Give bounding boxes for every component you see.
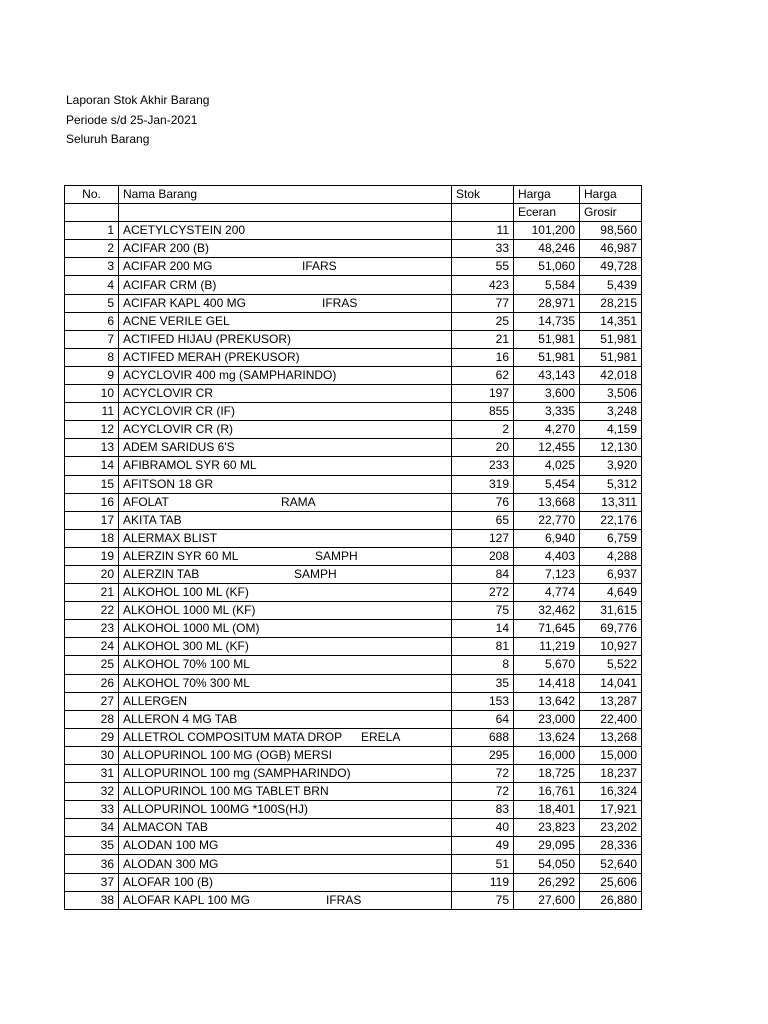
table-row — [65, 837, 642, 855]
row-nama — [119, 439, 452, 457]
row-nama-text: ALOFAR KAPL 100 MG — [123, 892, 250, 907]
row-nama — [119, 475, 452, 493]
table-row — [65, 240, 642, 258]
row-no: 12 — [65, 421, 119, 439]
row-harga-eceran: 101,200 — [514, 222, 580, 240]
row-nama-text: ACYCLOVIR CR (IF) — [123, 404, 236, 419]
row-no: 5 — [65, 294, 119, 312]
row-harga-grosir: 5,312 — [580, 475, 642, 493]
row-stok: 75 — [452, 602, 514, 620]
row-no: 20 — [65, 565, 119, 583]
row-stok: 25 — [452, 312, 514, 330]
row-harga-grosir: 22,176 — [580, 511, 642, 529]
table-row — [65, 529, 642, 547]
row-nama-text: ALLOPURINOL 100 MG TABLET BRN — [123, 784, 329, 799]
row-no: 3 — [65, 258, 119, 276]
table-row — [65, 493, 642, 511]
row-harga-grosir: 51,981 — [580, 330, 642, 348]
row-no: 30 — [65, 746, 119, 764]
row-no: 2 — [65, 240, 119, 258]
table-row — [65, 385, 642, 403]
row-nama — [119, 529, 452, 547]
row-nama-text: AKITA TAB — [123, 512, 182, 527]
row-stok: 208 — [452, 547, 514, 565]
row-stok: 688 — [452, 728, 514, 746]
row-harga-grosir: 17,921 — [580, 801, 642, 819]
table-row — [65, 276, 642, 294]
row-stok: 83 — [452, 801, 514, 819]
row-harga-eceran: 14,735 — [514, 312, 580, 330]
row-harga-eceran: 13,624 — [514, 728, 580, 746]
row-no: 27 — [65, 692, 119, 710]
table-row — [65, 746, 642, 764]
row-nama — [119, 385, 452, 403]
row-harga-eceran: 26,292 — [514, 873, 580, 891]
table-row — [65, 584, 642, 602]
row-nama-text: ACTIFED MERAH (PREKUSOR) — [123, 349, 300, 364]
row-no: 7 — [65, 330, 119, 348]
row-stok: 2 — [452, 421, 514, 439]
row-nama — [119, 584, 452, 602]
row-stok: 51 — [452, 855, 514, 873]
report-scope: Seluruh Barang — [66, 132, 150, 146]
table-row — [65, 873, 642, 891]
row-supplier: IFRAS — [322, 295, 358, 310]
row-nama-text: ALLERON 4 MG TAB — [123, 711, 238, 726]
row-harga-eceran: 3,600 — [514, 385, 580, 403]
header-stok: Stok — [452, 186, 514, 204]
row-harga-eceran: 16,000 — [514, 746, 580, 764]
row-harga-eceran: 51,981 — [514, 330, 580, 348]
row-no: 23 — [65, 620, 119, 638]
table-row — [65, 312, 642, 330]
row-nama-text: ADEM SARIDUS 6'S — [123, 440, 235, 455]
row-no: 14 — [65, 457, 119, 475]
row-harga-grosir: 51,981 — [580, 348, 642, 366]
header-eceran: Eceran — [514, 204, 580, 222]
row-nama-text: ALKOHOL 70% 100 ML — [123, 657, 250, 672]
row-harga-eceran: 6,940 — [514, 529, 580, 547]
row-stok: 16 — [452, 348, 514, 366]
row-harga-grosir: 14,041 — [580, 674, 642, 692]
row-no: 9 — [65, 366, 119, 384]
row-nama — [119, 819, 452, 837]
row-stok: 272 — [452, 584, 514, 602]
table-row — [65, 692, 642, 710]
row-harga-eceran: 5,670 — [514, 656, 580, 674]
row-harga-eceran: 4,774 — [514, 584, 580, 602]
table-row — [65, 330, 642, 348]
row-harga-grosir: 13,268 — [580, 728, 642, 746]
row-nama — [119, 891, 452, 909]
row-supplier: ERELA — [361, 729, 401, 744]
table-row — [65, 819, 642, 837]
table-row — [65, 728, 642, 746]
row-no: 38 — [65, 891, 119, 909]
row-harga-eceran: 48,246 — [514, 240, 580, 258]
row-harga-grosir: 31,615 — [580, 602, 642, 620]
row-nama — [119, 873, 452, 891]
row-nama-text: ALERMAX BLIST — [123, 530, 218, 545]
row-nama — [119, 240, 452, 258]
row-harga-grosir: 28,336 — [580, 837, 642, 855]
row-harga-eceran: 14,418 — [514, 674, 580, 692]
row-nama-text: ALLERGEN — [123, 693, 188, 708]
row-harga-eceran: 4,403 — [514, 547, 580, 565]
row-stok: 20 — [452, 439, 514, 457]
row-harga-eceran: 16,761 — [514, 783, 580, 801]
row-no: 16 — [65, 493, 119, 511]
table-row — [65, 258, 642, 276]
row-stok: 35 — [452, 674, 514, 692]
row-stok: 62 — [452, 366, 514, 384]
row-nama-text: ACYCLOVIR CR — [123, 386, 214, 401]
row-no: 4 — [65, 276, 119, 294]
row-stok: 40 — [452, 819, 514, 837]
row-harga-eceran: 23,823 — [514, 819, 580, 837]
row-nama-text: ALKOHOL 100 ML (KF) — [123, 585, 249, 600]
table-row — [65, 674, 642, 692]
row-nama — [119, 511, 452, 529]
row-stok: 319 — [452, 475, 514, 493]
row-harga-eceran: 51,060 — [514, 258, 580, 276]
row-nama — [119, 366, 452, 384]
row-no: 13 — [65, 439, 119, 457]
row-harga-eceran: 4,025 — [514, 457, 580, 475]
row-harga-eceran: 13,642 — [514, 692, 580, 710]
stock-table-body — [65, 186, 642, 910]
row-nama-text: ACNE VERILE GEL — [123, 313, 230, 328]
row-nama-text: ALLOPURINOL 100 MG (OGB) MERSI — [123, 747, 332, 762]
row-harga-grosir: 46,987 — [580, 240, 642, 258]
row-harga-grosir: 25,606 — [580, 873, 642, 891]
row-no: 18 — [65, 529, 119, 547]
row-stok: 127 — [452, 529, 514, 547]
table-row — [65, 439, 642, 457]
table-row — [65, 891, 642, 909]
row-harga-eceran: 32,462 — [514, 602, 580, 620]
row-no: 33 — [65, 801, 119, 819]
row-harga-eceran: 5,584 — [514, 276, 580, 294]
row-nama — [119, 276, 452, 294]
row-harga-grosir: 14,351 — [580, 312, 642, 330]
row-nama — [119, 765, 452, 783]
row-stok: 49 — [452, 837, 514, 855]
report-period: Periode s/d 25-Jan-2021 — [66, 112, 198, 127]
row-nama-text: ACETYLCYSTEIN 200 — [123, 223, 246, 238]
table-row — [65, 855, 642, 873]
table-row — [65, 421, 642, 439]
row-no: 31 — [65, 765, 119, 783]
row-nama-text: ACTIFED HIJAU (PREKUSOR) — [123, 331, 292, 346]
report-title: Laporan Stok Akhir Barang — [66, 93, 210, 107]
table-row — [65, 710, 642, 728]
row-harga-eceran: 51,981 — [514, 348, 580, 366]
row-nama — [119, 312, 452, 330]
row-no: 11 — [65, 403, 119, 421]
row-harga-eceran: 11,219 — [514, 638, 580, 656]
row-no: 25 — [65, 656, 119, 674]
row-nama — [119, 728, 452, 746]
header-nama: Nama Barang — [119, 186, 452, 204]
row-stok: 33 — [452, 240, 514, 258]
row-harga-grosir: 13,311 — [580, 493, 642, 511]
row-supplier: IFRAS — [326, 892, 362, 907]
header-harga-grosir: Harga — [580, 186, 642, 204]
row-stok: 295 — [452, 746, 514, 764]
row-harga-grosir: 13,287 — [580, 692, 642, 710]
header-harga-eceran: Harga — [514, 186, 580, 204]
table-row — [65, 801, 642, 819]
row-nama — [119, 421, 452, 439]
header-nama-empty — [119, 204, 452, 222]
row-harga-grosir: 49,728 — [580, 258, 642, 276]
row-nama — [119, 348, 452, 366]
row-harga-eceran: 43,143 — [514, 366, 580, 384]
row-harga-eceran: 18,401 — [514, 801, 580, 819]
table-row — [65, 547, 642, 565]
row-harga-grosir: 26,880 — [580, 891, 642, 909]
header-no-empty — [65, 204, 119, 222]
row-no: 24 — [65, 638, 119, 656]
row-nama-text: AFOLAT — [123, 494, 169, 509]
table-row — [65, 565, 642, 583]
row-harga-grosir: 4,159 — [580, 421, 642, 439]
row-nama-text: ALKOHOL 1000 ML (KF) — [123, 603, 256, 618]
table-row — [65, 620, 642, 638]
row-no: 1 — [65, 222, 119, 240]
row-harga-grosir: 10,927 — [580, 638, 642, 656]
row-stok: 14 — [452, 620, 514, 638]
table-row — [65, 222, 642, 240]
row-nama — [119, 801, 452, 819]
row-nama — [119, 656, 452, 674]
row-harga-eceran: 5,454 — [514, 475, 580, 493]
row-harga-grosir: 4,649 — [580, 584, 642, 602]
row-stok: 233 — [452, 457, 514, 475]
row-no: 21 — [65, 584, 119, 602]
row-stok: 77 — [452, 294, 514, 312]
row-supplier: SAMPH — [315, 548, 358, 563]
row-nama — [119, 674, 452, 692]
row-stok: 423 — [452, 276, 514, 294]
row-stok: 76 — [452, 493, 514, 511]
row-harga-grosir: 18,237 — [580, 765, 642, 783]
header-row — [65, 186, 642, 204]
row-no: 6 — [65, 312, 119, 330]
row-harga-grosir: 3,920 — [580, 457, 642, 475]
row-nama-text: ALERZIN TAB — [123, 567, 200, 582]
row-nama — [119, 565, 452, 583]
row-harga-grosir: 98,560 — [580, 222, 642, 240]
row-harga-eceran: 18,725 — [514, 765, 580, 783]
row-no: 35 — [65, 837, 119, 855]
table-row — [65, 511, 642, 529]
row-harga-eceran: 7,123 — [514, 565, 580, 583]
row-harga-grosir: 12,130 — [580, 439, 642, 457]
row-harga-grosir: 23,202 — [580, 819, 642, 837]
row-stok: 55 — [452, 258, 514, 276]
table-row — [65, 348, 642, 366]
row-harga-grosir: 42,018 — [580, 366, 642, 384]
row-harga-grosir: 16,324 — [580, 783, 642, 801]
table-row — [65, 783, 642, 801]
row-harga-grosir: 52,640 — [580, 855, 642, 873]
row-harga-grosir: 5,522 — [580, 656, 642, 674]
row-nama — [119, 746, 452, 764]
row-stok: 84 — [452, 565, 514, 583]
row-nama — [119, 493, 452, 511]
row-nama-text: ALLOPURINOL 100 mg (SAMPHARINDO) — [123, 766, 351, 781]
row-no: 22 — [65, 602, 119, 620]
row-nama-text: ALLETROL COMPOSITUM MATA DROP — [123, 729, 343, 744]
row-no: 29 — [65, 728, 119, 746]
row-nama-text: ACIFAR KAPL 400 MG — [123, 295, 246, 310]
row-stok: 21 — [452, 330, 514, 348]
row-nama-text: ALKOHOL 70% 300 ML — [123, 675, 250, 690]
row-harga-eceran: 4,270 — [514, 421, 580, 439]
row-nama — [119, 837, 452, 855]
row-harga-grosir: 69,776 — [580, 620, 642, 638]
row-harga-eceran: 13,668 — [514, 493, 580, 511]
table-row — [65, 656, 642, 674]
row-stok: 72 — [452, 783, 514, 801]
table-row — [65, 294, 642, 312]
row-supplier: RAMA — [281, 494, 316, 509]
row-stok: 65 — [452, 511, 514, 529]
row-stok: 855 — [452, 403, 514, 421]
table-row — [65, 475, 642, 493]
row-stok: 153 — [452, 692, 514, 710]
row-nama-text: AFITSON 18 GR — [123, 476, 214, 491]
row-harga-grosir: 3,506 — [580, 385, 642, 403]
row-nama-text: ALODAN 100 MG — [123, 838, 219, 853]
row-no: 10 — [65, 385, 119, 403]
row-no: 15 — [65, 475, 119, 493]
row-harga-eceran: 12,455 — [514, 439, 580, 457]
row-nama — [119, 330, 452, 348]
row-nama — [119, 547, 452, 565]
table-row — [65, 602, 642, 620]
row-harga-grosir: 3,248 — [580, 403, 642, 421]
row-no: 26 — [65, 674, 119, 692]
table-row — [65, 403, 642, 421]
row-nama — [119, 638, 452, 656]
table-row — [65, 457, 642, 475]
row-nama-text: AFIBRAMOL SYR 60 ML — [123, 458, 257, 473]
row-nama — [119, 602, 452, 620]
row-harga-eceran: 22,770 — [514, 511, 580, 529]
row-nama-text: ALLOPURINOL 100MG *100S(HJ) — [123, 802, 308, 817]
row-harga-grosir: 28,215 — [580, 294, 642, 312]
row-harga-grosir: 22,400 — [580, 710, 642, 728]
row-stok: 75 — [452, 891, 514, 909]
row-stok: 64 — [452, 710, 514, 728]
row-nama-text: ALKOHOL 300 ML (KF) — [123, 639, 249, 654]
row-nama-text: ALMACON TAB — [123, 820, 208, 835]
row-nama — [119, 457, 452, 475]
row-harga-grosir: 15,000 — [580, 746, 642, 764]
row-stok: 119 — [452, 873, 514, 891]
row-nama-text: ALERZIN SYR 60 ML — [123, 548, 239, 563]
row-harga-eceran: 28,971 — [514, 294, 580, 312]
row-nama-text: ACYCLOVIR CR (R) — [123, 422, 234, 437]
row-nama — [119, 710, 452, 728]
row-harga-grosir: 6,937 — [580, 565, 642, 583]
row-harga-eceran: 71,645 — [514, 620, 580, 638]
row-nama — [119, 403, 452, 421]
table-row — [65, 366, 642, 384]
row-nama — [119, 855, 452, 873]
row-harga-grosir: 4,288 — [580, 547, 642, 565]
row-stok: 72 — [452, 765, 514, 783]
row-no: 36 — [65, 855, 119, 873]
row-stok: 81 — [452, 638, 514, 656]
row-no: 28 — [65, 710, 119, 728]
row-nama — [119, 783, 452, 801]
row-no: 8 — [65, 348, 119, 366]
row-supplier: SAMPH — [294, 566, 337, 581]
row-nama-text: ALOFAR 100 (B) — [123, 874, 214, 889]
row-nama-text: ALODAN 300 MG — [123, 856, 219, 871]
row-nama-text: ACIFAR 200 (B) — [123, 241, 210, 256]
row-no: 19 — [65, 547, 119, 565]
row-nama — [119, 222, 452, 240]
row-harga-eceran: 54,050 — [514, 855, 580, 873]
stock-table — [64, 185, 642, 910]
row-no: 32 — [65, 783, 119, 801]
row-harga-eceran: 23,000 — [514, 710, 580, 728]
row-nama-text: ACIFAR 200 MG — [123, 259, 213, 274]
row-no: 37 — [65, 873, 119, 891]
table-row — [65, 765, 642, 783]
header-grosir: Grosir — [580, 204, 642, 222]
row-stok: 11 — [452, 222, 514, 240]
row-stok: 197 — [452, 385, 514, 403]
row-nama — [119, 294, 452, 312]
row-harga-eceran: 29,095 — [514, 837, 580, 855]
row-nama — [119, 258, 452, 276]
row-nama — [119, 692, 452, 710]
header-no: No. — [65, 186, 119, 204]
report-header — [66, 91, 209, 150]
row-harga-grosir: 6,759 — [580, 529, 642, 547]
header-row-2 — [65, 204, 642, 222]
row-harga-eceran: 3,335 — [514, 403, 580, 421]
row-supplier: IFARS — [302, 259, 337, 274]
row-harga-grosir: 5,439 — [580, 276, 642, 294]
row-stok: 8 — [452, 656, 514, 674]
table-row — [65, 638, 642, 656]
header-stok-empty — [452, 204, 514, 222]
row-harga-eceran: 27,600 — [514, 891, 580, 909]
row-nama-text: ACIFAR CRM (B) — [123, 277, 217, 292]
row-no: 34 — [65, 819, 119, 837]
row-nama-text: ACYCLOVIR 400 mg (SAMPHARINDO) — [123, 367, 337, 382]
row-nama-text: ALKOHOL 1000 ML (OM) — [123, 621, 260, 636]
row-nama — [119, 620, 452, 638]
row-no: 17 — [65, 511, 119, 529]
